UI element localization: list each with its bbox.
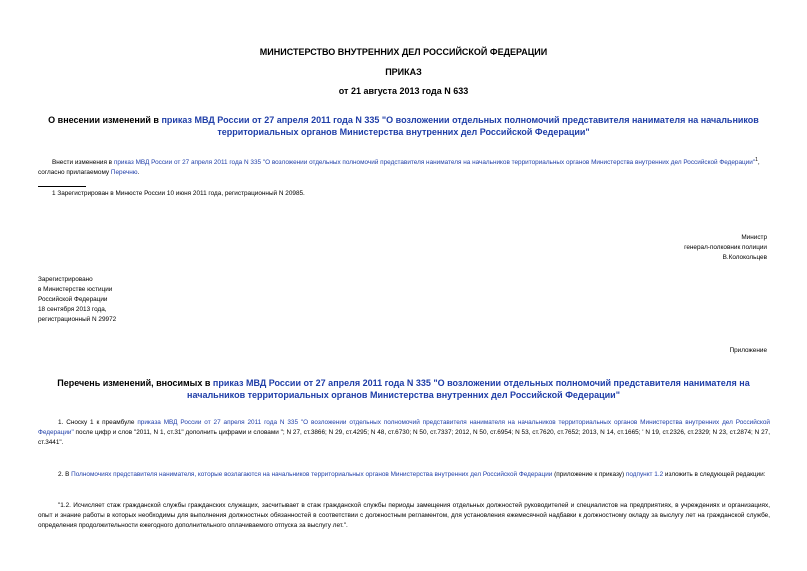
registration-line-3: Российской Федерации <box>38 296 108 303</box>
title-prefix: О внесении изменений в <box>48 115 162 125</box>
item2-subclause-link[interactable]: подпункт 1.2 <box>625 471 664 478</box>
intro-list-link[interactable]: Перечню <box>110 169 138 177</box>
intro-prefix: Внести изменения в <box>52 159 114 167</box>
item2-prefix: 2. В <box>58 471 72 478</box>
title-order-link[interactable]: приказ МВД России от 27 апреля 2011 года N 335 "О возложении отдельных полномочий представителя нанимателя на начальников территориальных органов Министерства внутренних дел Российской Федерации" <box>161 115 759 137</box>
signature-name: В.Колокольцев <box>722 254 767 261</box>
order-title <box>48 114 759 138</box>
appendix-label: Приложение <box>729 347 767 354</box>
intro-footnote-mark[interactable]: 1 <box>755 157 758 163</box>
list-title <box>48 377 759 401</box>
item1-prefix: 1. Сноску 1 к преамбуле <box>58 419 138 426</box>
item2-powers-link[interactable]: Полномочиях представителя нанимателя, которые возлагаются на начальников территориальных органов Министерства внутренних дел Российской Федерации <box>71 471 553 478</box>
registration-line-2: в Министерстве юстиции <box>38 286 113 293</box>
list-title-order-link[interactable]: приказ МВД России от 27 апреля 2011 года N 335 "О возложении отдельных полномочий представителя нанимателя на начальников территориальных органов Министерства внутренних дел Российской Федерации" <box>187 378 750 400</box>
change-item-1 <box>38 418 770 448</box>
registration-line-4: 18 сентября 2013 года, <box>38 306 107 313</box>
item1-order-link[interactable]: приказа МВД России от 27 апреля 2011 года N 335 "О возложении отдельных полномочий представителя нанимателя на начальников территориальных органов Министерства внутренних дел Российской Федерации" <box>38 419 770 436</box>
list-title-prefix: Перечень изменений, вносимых в <box>57 378 213 388</box>
footnote-mark: 1 <box>52 190 56 197</box>
signature-rank: генерал-полковник полиции <box>684 244 767 251</box>
intro-paragraph <box>38 155 770 178</box>
intro-middle: , согласно прилагаемому <box>38 159 760 177</box>
registration-block <box>38 275 288 325</box>
date-number-heading: от 21 августа 2013 года N 633 <box>338 86 469 96</box>
item2-suffix: изложить в следующей редакции: <box>663 471 766 478</box>
signature-position: Министр <box>741 234 767 241</box>
new-subclause-text: "1.2. Исчисляет стаж гражданской службы гражданских служащих, засчитывает в стаж гражданской службы периоды замещения отдельных должностей руководителей и специалистов на предприятиях, в учреждениях и организациях, опыт и знание работы в которых необходимы для выполнения должностных обязанностей в соответствии с должностным регламентом, для установления ежемесячной надбавки к должностному окладу за выслугу лет на гражданской службе, определения продолжительности ежегодного дополнительного оплачиваемого отпуска за выслугу лет.". <box>38 502 770 529</box>
ministry-heading: МИНИСТЕРСТВО ВНУТРЕННИХ ДЕЛ РОССИЙСКОЙ ФЕДЕРАЦИИ <box>259 47 548 57</box>
intro-order-link[interactable]: приказ МВД России от 27 апреля 2011 года N 335 "О возложении отдельных полномочий представителя нанимателя на начальников территориальных органов Министерства внутренних дел Российской Федерации" <box>113 159 756 167</box>
registration-line-1: Зарегистрировано <box>38 276 93 283</box>
footnote-separator <box>38 186 86 187</box>
signature-block <box>517 233 767 263</box>
item1-suffix: после цифр и слов "2011, N 1, ст.31" дополнить цифрами и словами "; N 27, ст.3866; N 29, ст.4295; N 48, ст.6730; N 50, ст.7337; 2012, N 50, ст.6954; N 53, ст.7620, ст.7652; 2013, N 14, ст.1665; ' N 19, ст.2326, ст.2329; N 23, ст.2874; N 27, ст.3441". <box>38 429 770 446</box>
intro-suffix: . <box>137 169 140 177</box>
doc-type-heading: ПРИКАЗ <box>385 67 422 77</box>
registration-line-5: регистрационный N 29972 <box>38 316 117 323</box>
footnote-text: Зарегистрирован в Минюсте России 10 июня 2011 года, регистрационный N 20985. <box>55 190 305 197</box>
item2-middle: (приложение к приказу) <box>552 471 626 478</box>
footnote <box>52 189 752 199</box>
change-item-2 <box>38 470 770 480</box>
